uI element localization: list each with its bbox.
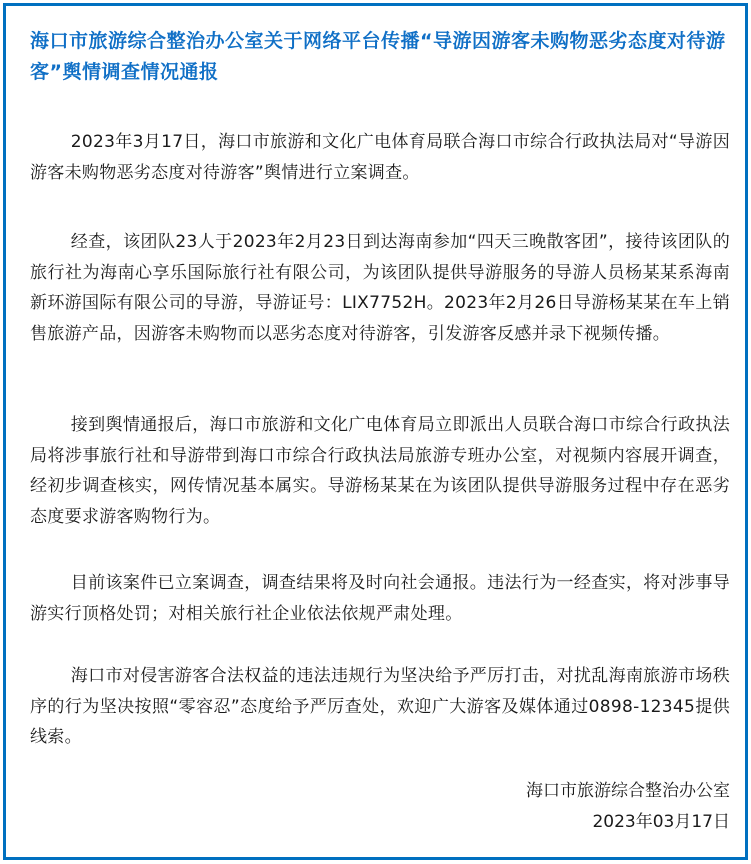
document-frame [3,3,748,860]
paragraph-4: 目前该案件已立案调查，调查结果将及时向社会通报。违法行为一经查实，将对涉事导游实行顶格处罚；对相关旅行社企业依法依规严肃处理。 [30,573,730,624]
document-title: 海口市旅游综合整治办公室关于网络平台传播“导游因游客未购物恶劣态度对待游客”舆情调查情况通报 [30,30,726,83]
paragraph-1: 2023年3月17日，海口市旅游和文化广电体育局联合海口市综合行政执法局对“导游因游客未购物恶劣态度对待游客”舆情进行立案调查。 [30,132,730,183]
signature-organization: 海口市旅游综合整治办公室 [526,781,730,801]
signature-date: 2023年03月17日 [592,811,730,832]
paragraph-2: 经查，该团队23人于2023年2月23日到达海南参加“四天三晚散客团”，接待该团队的旅行社为海南心享乐国际旅行社有限公司，为该团队提供导游服务的导游人员杨某某系海南新环游国际有限公司的导游，导游证号：LIX7752H。2023年2月26日导游杨某某在车上销售旅游产品，因游客未购物而以恶劣态度对待游客，引发游客反感并录下视频传播。 [30,232,730,344]
document-content [30,26,730,832]
paragraph-5: 海口市对侵害游客合法权益的违法违规行为坚决给予严厉打击，对扰乱海南旅游市场秩序的行为坚决按照“零容忍”态度给予严厉查处，欢迎广大游客及媒体通过0898-12345提供线索。 [30,666,730,747]
signature-block [526,776,730,837]
paragraph-3: 接到舆情通报后，海口市旅游和文化广电体育局立即派出人员联合海口市综合行政执法局将涉事旅行社和导游带到海口市综合行政执法局旅游专班办公室，对视频内容展开调查，经初步调查核实，网传情况基本属实。导游杨某某在为该团队提供导游服务过程中存在恶劣态度要求游客购物行为。 [30,415,730,527]
